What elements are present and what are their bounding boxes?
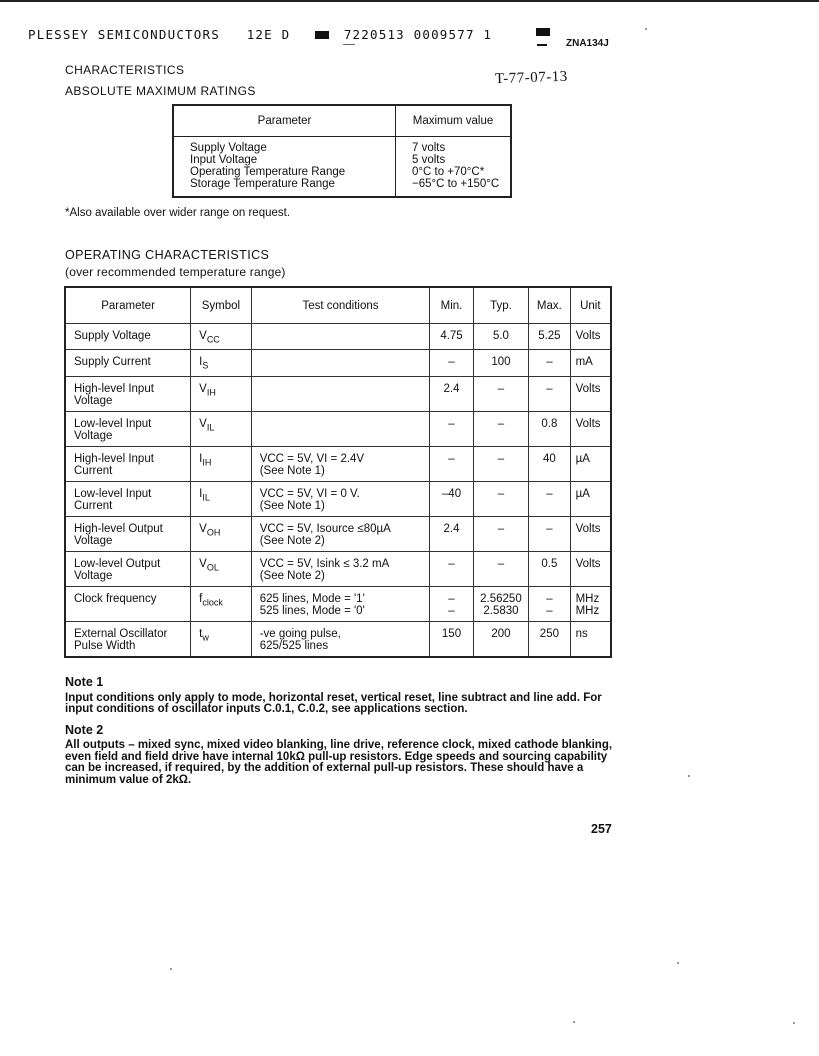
abs-value: 7 volts <box>412 142 446 154</box>
condition-line-1: VCC = 5V, Isink ≤ 3.2 mA <box>259 557 390 570</box>
abs-param: Input Voltage <box>190 154 258 166</box>
op-cell-symbol <box>191 376 252 411</box>
op-table-row <box>65 411 611 446</box>
op-cell-test-conditions <box>251 586 430 621</box>
op-cell-unit: Volts <box>570 411 611 446</box>
op-cell-min: 2.4 <box>430 516 473 551</box>
op-cell-parameter: High-level Input Voltage <box>65 376 191 411</box>
op-table-row <box>65 350 611 376</box>
op-header-min: Min. <box>430 287 473 324</box>
condition-line-2: (See Note 1) <box>259 499 325 512</box>
part-number: ZNA134J <box>566 38 609 49</box>
scan-speck <box>573 1021 575 1023</box>
op-cell-min: – <box>430 350 473 376</box>
condition-line-2: (See Note 1) <box>259 464 325 477</box>
op-cell-max: – <box>529 516 570 551</box>
op-cell-parameter: High-level Input Current <box>65 446 191 481</box>
symbol-subscript: IH <box>202 456 212 467</box>
condition-line-1: VCC = 5V, Isource ≤80µA <box>259 522 391 535</box>
op-cell-typ: – <box>473 446 529 481</box>
symbol-subscript: clock <box>202 596 223 607</box>
op-cell-unit: µA <box>570 446 611 481</box>
symbol-subscript: IL <box>206 421 215 432</box>
op-header-parameter: Parameter <box>65 287 191 324</box>
op-cell-test-conditions <box>251 481 430 516</box>
op-cell-min: 4.75 <box>430 324 473 350</box>
header-dash-mark-left <box>343 44 355 45</box>
condition-line-1: -ve going pulse, <box>259 627 341 640</box>
symbol-letter: f <box>199 592 203 605</box>
abs-param-column <box>173 137 396 198</box>
op-cell-unit: Volts <box>570 551 611 586</box>
header-block-mark-right <box>536 28 550 36</box>
op-cell-max: 0.5 <box>529 551 570 586</box>
op-cell-min: – <box>430 446 473 481</box>
symbol-letter: I <box>199 487 203 500</box>
op-cell-unit: Volts <box>570 516 611 551</box>
op-table-row <box>65 621 611 657</box>
op-cell-typ: – <box>473 411 529 446</box>
op-cell-test-conditions <box>251 376 430 411</box>
op-cell-parameter: Supply Current <box>65 350 191 376</box>
header-company: PLESSEY SEMICONDUCTORS <box>28 27 220 42</box>
op-table-row <box>65 551 611 586</box>
op-cell-symbol <box>191 446 252 481</box>
op-cell-unit: ns <box>570 621 611 657</box>
header-code: 12E D <box>246 27 291 42</box>
op-cell-typ: 2.56250 2.5830 <box>473 586 529 621</box>
op-cell-test-conditions <box>251 516 430 551</box>
notes-section <box>65 677 613 795</box>
footnote: *Also available over wider range on request. <box>65 207 291 219</box>
op-table-row <box>65 324 611 350</box>
top-border-line <box>0 0 819 2</box>
op-cell-test-conditions <box>251 551 430 586</box>
symbol-subscript: OH <box>206 526 221 537</box>
symbol-subscript: IH <box>206 386 216 397</box>
symbol-letter: V <box>199 417 207 430</box>
symbol-subscript: CC <box>206 334 220 345</box>
op-cell-min: – – <box>430 586 473 621</box>
op-cell-min: –40 <box>430 481 473 516</box>
condition-line-1: VCC = 5V, VI = 0 V. <box>259 487 360 500</box>
op-cell-parameter: Supply Voltage <box>65 324 191 350</box>
symbol-subscript: S <box>202 360 209 371</box>
op-table-row <box>65 586 611 621</box>
scan-speck <box>793 1022 795 1024</box>
abs-value: 0°C to +70°C* <box>412 166 485 178</box>
symbol-letter: V <box>199 330 207 342</box>
op-cell-symbol <box>191 621 252 657</box>
op-cell-max: 250 <box>529 621 570 657</box>
op-cell-max: 5.25 <box>529 324 570 350</box>
op-cell-symbol <box>191 551 252 586</box>
op-cell-unit: mA <box>570 350 611 376</box>
op-header-unit: Unit <box>570 287 611 324</box>
op-cell-max: 40 <box>529 446 570 481</box>
symbol-letter: I <box>199 452 203 465</box>
op-cell-test-conditions <box>251 350 430 376</box>
symbol-letter: I <box>199 356 203 369</box>
scan-speck <box>645 28 647 30</box>
note-1-text: Input conditions only apply to mode, horizontal reset, vertical reset, line subtract and line add. For input conditions of oscillator inputs C.0.1, C.0.2, see applications section. <box>65 691 602 715</box>
op-cell-symbol <box>191 481 252 516</box>
op-cell-max: 0.8 <box>529 411 570 446</box>
absolute-max-table <box>172 104 512 198</box>
op-cell-unit: MHz MHz <box>570 586 611 621</box>
header-block-mark <box>315 31 329 39</box>
op-cell-max: – <box>529 481 570 516</box>
op-cell-parameter: High-level Output Voltage <box>65 516 191 551</box>
symbol-subscript: OL <box>206 561 219 572</box>
op-cell-symbol <box>191 516 252 551</box>
op-cell-symbol <box>191 350 252 376</box>
symbol-letter: V <box>199 557 207 570</box>
op-cell-test-conditions <box>251 411 430 446</box>
op-cell-min: – <box>430 411 473 446</box>
abs-param: Storage Temperature Range <box>190 178 335 190</box>
condition-line-1: VCC = 5V, VI = 2.4V <box>259 452 365 465</box>
op-table-row <box>65 516 611 551</box>
scan-speck <box>677 962 679 964</box>
op-header-typ: Typ. <box>473 287 529 324</box>
op-header-symbol: Symbol <box>191 287 252 324</box>
condition-line-2: 625/525 lines <box>259 639 329 652</box>
op-cell-min: 150 <box>430 621 473 657</box>
section-characteristics: CHARACTERISTICS <box>65 63 185 77</box>
op-cell-test-conditions <box>251 324 430 350</box>
condition-line-2: 525 lines, Mode = '0' <box>259 604 365 617</box>
op-table-header-row <box>65 287 611 324</box>
note-2-text: All outputs – mixed sync, mixed video blanking, line drive, reference clock, mixed cathode blanking, even field and field drive have internal 10kΩ pull-up resistors. Edge speeds and sourcing capability can be increased, if required, by the addition of external pull-up resistors. These should have a minimum value of 2kΩ. <box>65 739 613 786</box>
header-dash-mark <box>537 44 547 46</box>
op-cell-typ: – <box>473 376 529 411</box>
op-cell-max: – <box>529 376 570 411</box>
op-cell-min: 2.4 <box>430 376 473 411</box>
handwritten-reference-number: T-77-07-13 <box>494 68 569 88</box>
page-header <box>28 27 492 42</box>
abs-value: 5 volts <box>412 154 446 166</box>
abs-value-column <box>396 137 512 198</box>
op-cell-typ: – <box>473 481 529 516</box>
condition-line-2: (See Note 2) <box>259 534 325 547</box>
operating-characteristics-table <box>64 286 612 658</box>
section-operating-subtitle: (over recommended temperature range) <box>65 265 286 279</box>
op-cell-parameter: External Oscillator Pulse Width <box>65 621 191 657</box>
op-cell-parameter: Clock frequency <box>65 586 191 621</box>
condition-line-1: 625 lines, Mode = '1' <box>259 592 365 605</box>
op-cell-unit: Volts <box>570 324 611 350</box>
op-cell-typ: 100 <box>473 350 529 376</box>
abs-param: Operating Temperature Range <box>190 166 346 178</box>
op-table-row <box>65 481 611 516</box>
op-header-max: Max. <box>529 287 570 324</box>
op-cell-parameter: Low-level Input Current <box>65 481 191 516</box>
op-cell-min: – <box>430 551 473 586</box>
op-cell-typ: – <box>473 551 529 586</box>
op-cell-typ: 5.0 <box>473 324 529 350</box>
scan-speck <box>688 775 690 777</box>
scan-speck <box>170 968 172 970</box>
symbol-letter: V <box>199 382 207 395</box>
op-cell-test-conditions <box>251 446 430 481</box>
op-header-test-conditions: Test conditions <box>251 287 430 324</box>
symbol-subscript: IL <box>202 491 210 502</box>
symbol-letter: V <box>199 522 207 535</box>
section-absolute-maximum-ratings: ABSOLUTE MAXIMUM RATINGS <box>65 84 256 98</box>
op-cell-max: – – <box>529 586 570 621</box>
symbol-subscript: w <box>202 631 209 642</box>
note-1-title: Note 1 <box>65 675 104 689</box>
op-cell-unit: µA <box>570 481 611 516</box>
abs-header-max-value: Maximum value <box>396 105 512 137</box>
op-cell-symbol <box>191 411 252 446</box>
op-cell-typ: – <box>473 516 529 551</box>
condition-line-2: (See Note 2) <box>259 569 325 582</box>
section-operating-characteristics: OPERATING CHARACTERISTICS <box>65 248 270 262</box>
op-cell-parameter: Low-level Input Voltage <box>65 411 191 446</box>
op-cell-test-conditions <box>251 621 430 657</box>
op-table-row <box>65 376 611 411</box>
abs-header-parameter: Parameter <box>173 105 396 137</box>
page-number: 257 <box>591 822 612 836</box>
op-cell-max: – <box>529 350 570 376</box>
op-cell-symbol <box>191 324 252 350</box>
op-cell-unit: Volts <box>570 376 611 411</box>
op-table-row <box>65 446 611 481</box>
abs-param: Supply Voltage <box>190 142 267 154</box>
abs-value: −65°C to +150°C <box>412 178 500 190</box>
op-cell-parameter: Low-level Output Voltage <box>65 551 191 586</box>
note-2-title: Note 2 <box>65 722 104 737</box>
op-cell-symbol <box>191 586 252 621</box>
symbol-letter: t <box>199 627 203 640</box>
op-cell-typ: 200 <box>473 621 529 657</box>
header-barcode-number: 7220513 0009577 1 <box>343 27 493 42</box>
